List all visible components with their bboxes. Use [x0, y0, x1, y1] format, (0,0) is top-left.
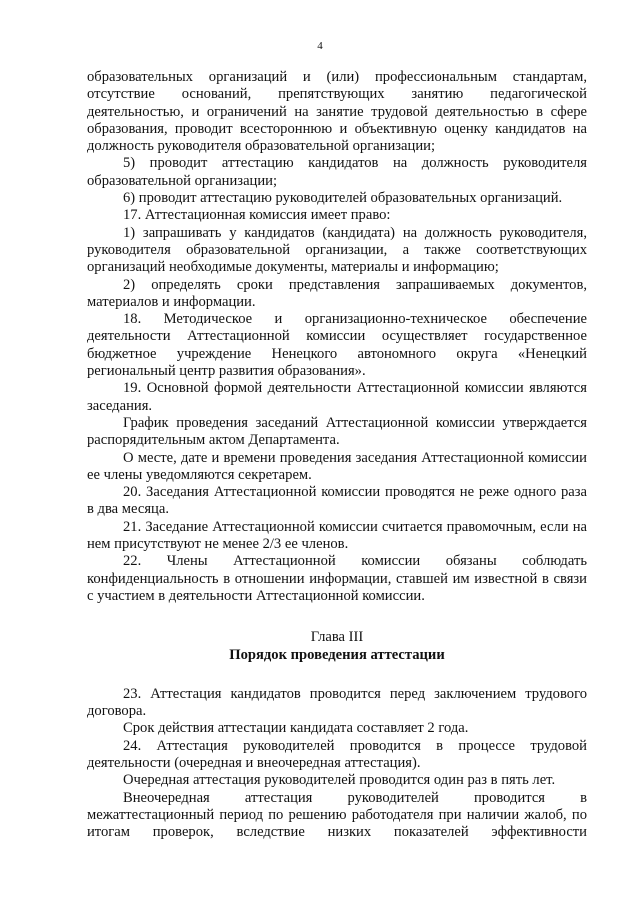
- page-number: 4: [317, 40, 323, 52]
- paragraph: Срок действия аттестации кандидата составляет 2 года.: [123, 720, 469, 737]
- paragraph: 17. Аттестационная комиссия имеет право:: [123, 207, 391, 224]
- chapter-number: Глава III: [310, 629, 364, 646]
- paragraph: Внеочередная аттестация руководителей проводится в межаттестационный период по решению работодателя при наличии жалоб, по итогам проверок, вследствие низких показателей эффективности: [87, 789, 587, 841]
- paragraph: 2) определять сроки представления запрашиваемых документов, материалов и информации.: [87, 276, 587, 310]
- paragraph: 24. Аттестация руководителей проводится в процессе трудовой деятельности (очередная и внеочередная аттестация).: [87, 737, 587, 771]
- paragraph: 23. Аттестация кандидатов проводится перед заключением трудового договора.: [87, 685, 587, 720]
- paragraph: 1) запрашивать у кандидатов (кандидата) на должность руководителя, руководителя образовательной организации, а также соответствующих организаций необходимые документы, материалы и информацию;: [87, 224, 587, 276]
- paragraph: 19. Основной формой деятельности Аттестационной комиссии являются заседания.: [87, 380, 587, 414]
- paragraph: О месте, дате и времени проведения заседания Аттестационной комиссии ее члены уведомляются секретарем.: [87, 449, 587, 483]
- chapter-heading: [87, 629, 587, 664]
- paragraph: 20. Заседания Аттестационной комиссии проводятся не реже одного раза в два месяца.: [87, 484, 587, 518]
- paragraph: Очередная аттестация руководителей проводится один раз в пять лет.: [123, 772, 556, 789]
- paragraph: 22. Члены Аттестационной комиссии обязаны соблюдать конфиденциальность в отношении информации, ставшей им известной в связи с участием в деятельности Аттестационной комиссии.: [87, 553, 587, 604]
- chapter-title: Порядок проведения аттестации: [229, 646, 445, 663]
- paragraph: 5) проводит аттестацию кандидатов на должность руководителя образовательной организации;: [87, 155, 587, 189]
- paragraph: 21. Заседание Аттестационной комиссии считается правомочным, если на нем присутствуют не менее 2/3 ее членов.: [87, 518, 587, 553]
- paragraphs-after-chapter: [87, 686, 587, 842]
- paragraph: 18. Методическое и организационно-техническое обеспечение деятельности Аттестационной комиссии осуществляет государственное бюджетное учреждение Ненецкого автономного округа «Ненецкий региональный центр развития образования».: [87, 311, 587, 380]
- paragraph: 6) проводит аттестацию руководителей образовательных организаций.: [123, 190, 563, 207]
- document-body: [87, 69, 587, 841]
- paragraph: образовательных организаций и (или) профессиональным стандартам, отсутствие оснований, препятствующих занятию педагогической деятельностью, и ограничений на занятие трудовой деятельностью в сфере образования, проводит всестороннюю и объективную оценку кандидатов на должность руководителя образовательной организации;: [87, 69, 587, 155]
- paragraph: График проведения заседаний Аттестационной комиссии утверждается распорядительным актом Департамента.: [87, 414, 587, 449]
- paragraphs-before-chapter: [87, 69, 587, 605]
